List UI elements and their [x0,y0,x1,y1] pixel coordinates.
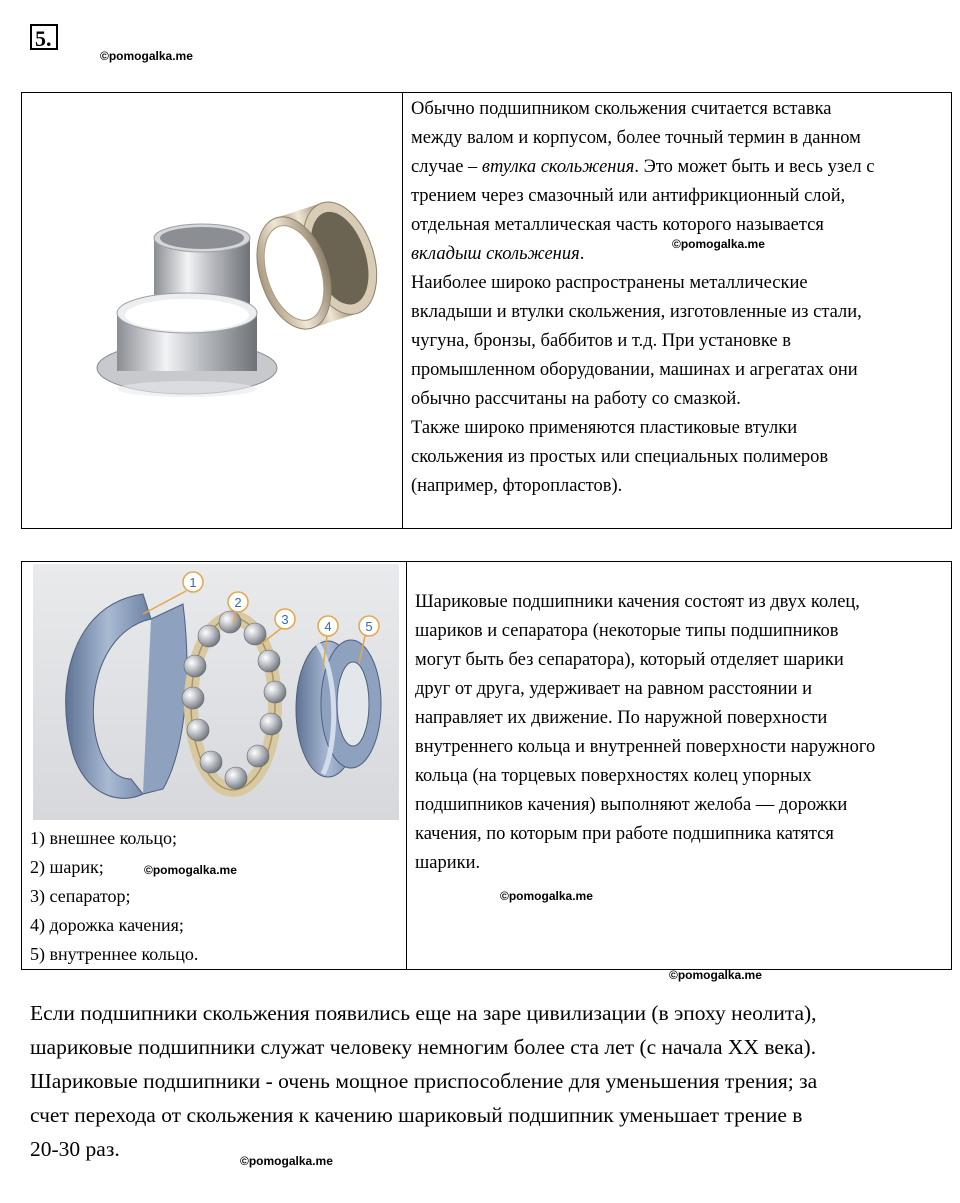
text-line: могут быть без сепаратора), который отделяет шарики [415,650,844,670]
text-line: промышленном оборудовании, машинах и агрегатах они [411,360,858,380]
legend-item: 5) внутреннее кольцо. [30,944,199,964]
watermark: ©pomogalka.me [100,49,193,63]
text-line: внутреннего кольца и внутренней поверхности наружного [415,737,876,757]
text-line: Также широко применяются пластиковые втулки [411,418,798,438]
text-line: . Это может быть и весь узел с [634,157,875,177]
plain-bearing-image [22,93,400,523]
text-line: Шариковые подшипники - очень мощное приспособление для уменьшения трения; за [30,1069,818,1093]
text-line: (например, фторопластов). [411,476,623,496]
task-number: 5. [30,24,58,50]
ball-bearing-text [407,562,951,878]
ball-bearing-image-cell [22,562,407,970]
legend-item: 2) шарик; [30,857,104,877]
text-line: направляет их движение. По наружной поверхности [415,708,828,728]
plain-bearing-image-cell [22,93,403,529]
text-line: Наиболее широко распространены металлические [411,273,808,293]
ball-bearing-table [21,561,952,970]
watermark: ©pomogalka.me [144,863,237,877]
legend-item: 3) сепаратор; [30,886,131,906]
text-line: . [579,244,585,264]
text-line: скольжения из простых или специальных полимеров [411,447,829,467]
text-line: Если подшипники скольжения появились еще на заре цивилизации (в эпоху неолита), [30,1001,817,1025]
text-line: вкладыши и втулки скольжения, изготовленные из стали, [411,302,862,322]
text-line: случае – [411,157,482,177]
callout-label-4: 4 [324,619,332,634]
text-line: шариков и сепаратора (некоторые типы подшипников [415,621,839,641]
watermark: ©pomogalka.me [240,1154,333,1168]
text-line: 20-30 раз. [30,1137,120,1161]
callout-label-1: 1 [189,575,197,590]
parts-legend [22,820,406,969]
watermark: ©pomogalka.me [672,237,765,251]
text-line: между валом и корпусом, более точный термин в данном [411,128,861,148]
term-sleeve: втулка скольжения [481,157,635,177]
summary-paragraph [30,996,945,1166]
term-liner: вкладыш скольжения [411,244,580,264]
text-line: обычно рассчитаны на работу со смазкой. [411,389,741,409]
text-line: качения, по которым при работе подшипника катятся [415,824,834,844]
text-line: друг от друга, удерживает на равном расстоянии и [415,679,813,699]
ball-bearing-image [33,564,399,820]
text-line: шариковые подшипники служат человеку немногим более ста лет (с начала XX века). [30,1035,817,1059]
text-line: кольца (на торцевых поверхностях колец упорных [415,766,812,786]
plain-bearing-text-cell [403,93,952,529]
text-line: отдельная металлическая часть которого называется [411,215,824,235]
text-line: Шариковые подшипники качения состоят из двух колец, [415,592,860,612]
watermark: ©pomogalka.me [669,968,762,982]
text-line: подшипников качения) выполняют желоба — дорожки [415,795,848,815]
text-line: Обычно подшипником скольжения считается вставка [411,99,832,119]
plain-bearing-text [403,93,951,501]
legend-item: 1) внешнее кольцо; [30,828,178,848]
legend-item: 4) дорожка качения; [30,915,184,935]
plain-bearing-table [21,92,952,529]
text-line: чугуна, бронзы, баббитов и т.д. При установке в [411,331,791,351]
callout-label-3: 3 [281,612,289,627]
callout-label-5: 5 [365,619,373,634]
ball-bearing-text-cell [407,562,952,970]
text-line: шарики. [415,853,481,873]
text-line: счет перехода от скольжения к качению шариковый подшипник уменьшает трение в [30,1103,803,1127]
watermark: ©pomogalka.me [500,889,593,903]
callout-label-2: 2 [234,595,242,610]
text-line: трением через смазочный или антифрикционный слой, [411,186,846,206]
